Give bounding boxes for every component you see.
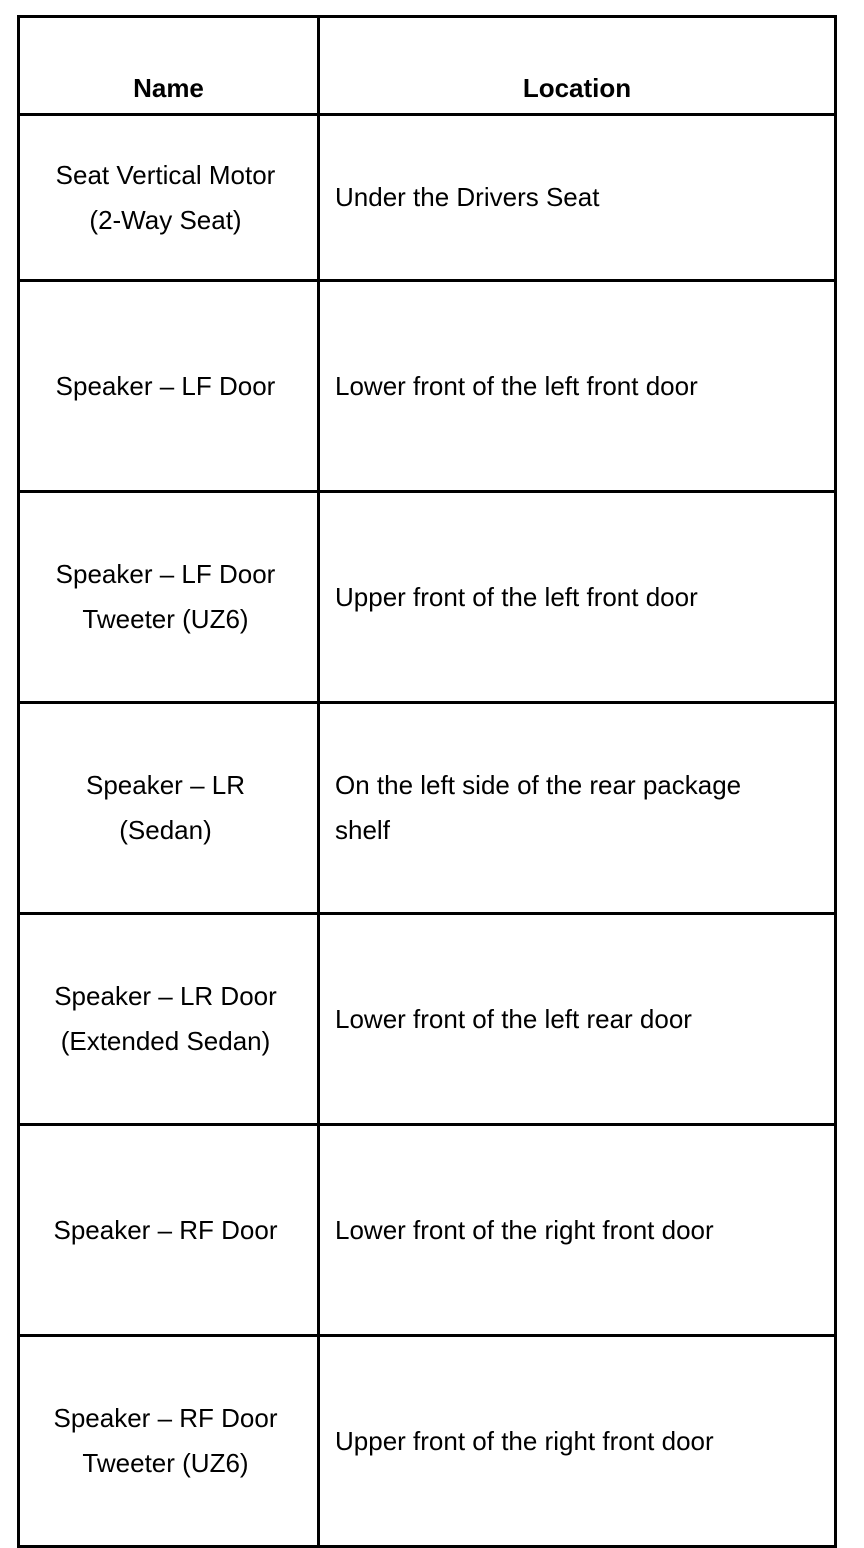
component-name-line: Tweeter (UZ6) xyxy=(82,604,249,634)
table-row xyxy=(19,703,836,914)
table-row xyxy=(19,1336,836,1547)
component-name-line: (2-Way Seat) xyxy=(89,204,242,235)
component-name-line: Speaker – RF Door xyxy=(53,1214,278,1245)
table-row xyxy=(19,115,836,281)
component-name-cell xyxy=(19,492,319,703)
table-row xyxy=(19,281,836,492)
table-row xyxy=(19,1125,836,1336)
table-row xyxy=(19,492,836,703)
component-location-cell xyxy=(319,115,836,281)
component-name-cell xyxy=(19,1336,319,1547)
component-name-line: (Extended Sedan) xyxy=(60,1026,271,1056)
component-location-cell xyxy=(319,492,836,703)
component-name-cell xyxy=(19,115,319,281)
table-header-row xyxy=(19,17,836,115)
component-location-cell xyxy=(319,914,836,1125)
component-name-line: Speaker – LR xyxy=(86,770,245,800)
table-row xyxy=(19,914,836,1125)
component-name-cell xyxy=(19,914,319,1125)
component-location-cell xyxy=(319,1336,836,1547)
component-location-cell xyxy=(319,1125,836,1336)
component-location-line: Under the Drivers Seat xyxy=(335,182,600,212)
component-name-cell xyxy=(19,703,319,914)
component-location-line: Upper front of the right front door xyxy=(335,1425,714,1456)
component-location-line: Upper front of the left front door xyxy=(335,581,698,612)
component-name-line: Speaker – RF Door xyxy=(53,1403,278,1433)
component-name-line: (Sedan) xyxy=(119,815,212,845)
component-name-cell xyxy=(19,281,319,492)
component-location-cell xyxy=(319,703,836,914)
header-name: Name xyxy=(19,17,319,115)
component-location-line: On the left side of the rear package xyxy=(335,770,742,800)
component-location-line: shelf xyxy=(335,815,390,845)
component-name-line: Seat Vertical Motor xyxy=(55,159,276,190)
header-location: Location xyxy=(319,17,836,115)
component-name-line: Tweeter (UZ6) xyxy=(82,1448,249,1478)
component-name-line: Speaker – LF Door xyxy=(55,370,276,401)
component-name-line: Speaker – LF Door xyxy=(55,559,276,589)
component-location-table xyxy=(17,15,837,1548)
component-location-line: Lower front of the left front door xyxy=(335,370,698,401)
component-location-cell xyxy=(319,281,836,492)
component-name-line: Speaker – LR Door xyxy=(54,981,277,1011)
component-location-line: Lower front of the right front door xyxy=(335,1214,714,1245)
component-location-line: Lower front of the left rear door xyxy=(335,1003,692,1034)
component-name-cell xyxy=(19,1125,319,1336)
